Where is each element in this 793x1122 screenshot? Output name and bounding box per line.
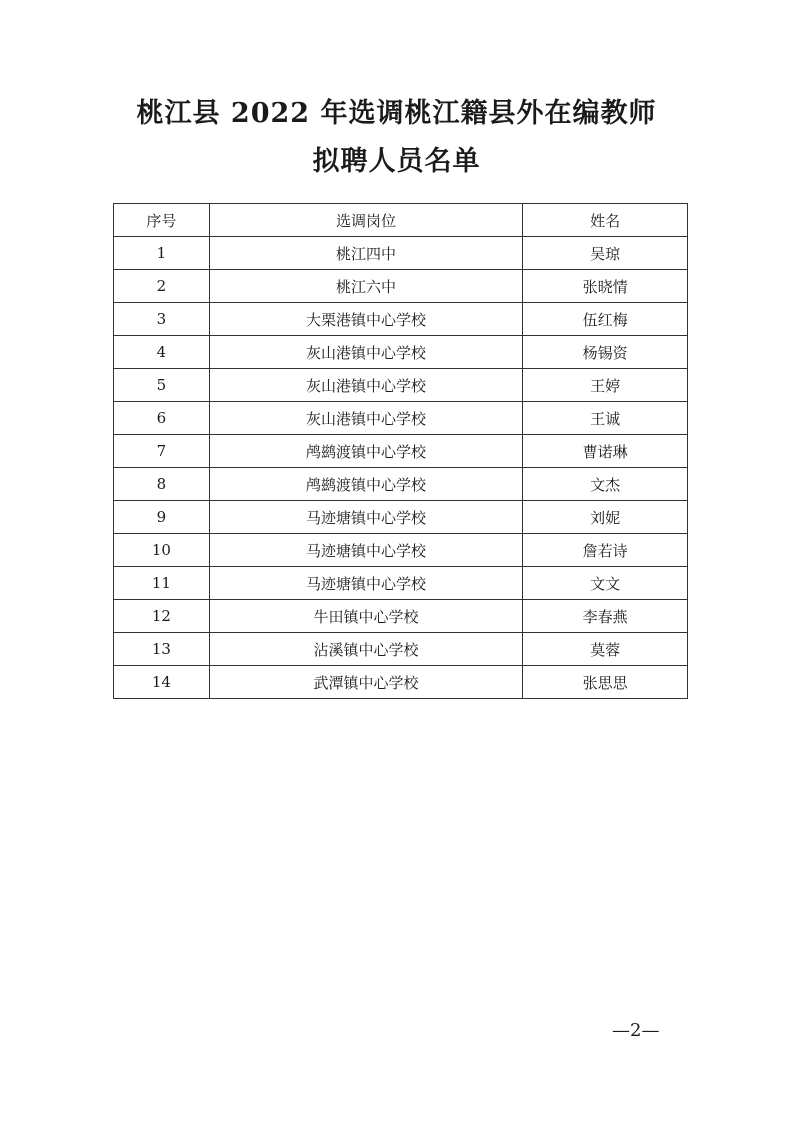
cell-index: 3 — [114, 303, 210, 336]
cell-position: 鸬鹚渡镇中心学校 — [209, 468, 522, 501]
table-row — [114, 303, 688, 336]
cell-index: 7 — [114, 435, 210, 468]
cell-position: 马迹塘镇中心学校 — [209, 501, 522, 534]
cell-name: 杨锡资 — [523, 336, 688, 369]
cell-index: 4 — [114, 336, 210, 369]
column-header-position: 选调岗位 — [209, 204, 522, 237]
cell-index: 10 — [114, 534, 210, 567]
document-title-line-2: 拟聘人员名单 — [312, 146, 481, 177]
cell-index: 11 — [114, 567, 210, 600]
table-row — [114, 369, 688, 402]
header-row — [114, 204, 688, 237]
table-body — [114, 237, 688, 699]
cell-index: 8 — [114, 468, 210, 501]
cell-name: 李春燕 — [523, 600, 688, 633]
cell-position: 灰山港镇中心学校 — [209, 336, 522, 369]
table-header — [114, 204, 688, 237]
cell-index: 12 — [114, 600, 210, 633]
cell-name: 文杰 — [523, 468, 688, 501]
cell-position: 牛田镇中心学校 — [209, 600, 522, 633]
cell-name: 曹诺琳 — [523, 435, 688, 468]
document-title-line-1: 桃江县 2022 年选调桃江籍县外在编教师 — [136, 98, 657, 129]
cell-name: 文文 — [523, 567, 688, 600]
roster-table — [113, 203, 688, 699]
cell-name: 詹若诗 — [523, 534, 688, 567]
cell-index: 6 — [114, 402, 210, 435]
cell-name: 伍红梅 — [523, 303, 688, 336]
cell-position: 沾溪镇中心学校 — [209, 633, 522, 666]
cell-position: 灰山港镇中心学校 — [209, 369, 522, 402]
cell-name: 刘妮 — [523, 501, 688, 534]
cell-name: 吴琼 — [523, 237, 688, 270]
cell-position: 武潭镇中心学校 — [209, 666, 522, 699]
cell-position: 鸬鹚渡镇中心学校 — [209, 435, 522, 468]
table-row — [114, 600, 688, 633]
table-row — [114, 633, 688, 666]
cell-name: 张思思 — [523, 666, 688, 699]
cell-index: 1 — [114, 237, 210, 270]
cell-index: 14 — [114, 666, 210, 699]
cell-position: 桃江四中 — [209, 237, 522, 270]
table-row — [114, 501, 688, 534]
cell-position: 桃江六中 — [209, 270, 522, 303]
page-number: —2— — [612, 1020, 660, 1041]
table-row — [114, 435, 688, 468]
table-row — [114, 666, 688, 699]
cell-name: 张晓情 — [523, 270, 688, 303]
cell-name: 王婷 — [523, 369, 688, 402]
table-row — [114, 336, 688, 369]
cell-position: 大栗港镇中心学校 — [209, 303, 522, 336]
table-row — [114, 402, 688, 435]
cell-position: 马迹塘镇中心学校 — [209, 567, 522, 600]
table-row — [114, 534, 688, 567]
table-row — [114, 567, 688, 600]
cell-name: 莫蓉 — [523, 633, 688, 666]
cell-name: 王诚 — [523, 402, 688, 435]
table-row — [114, 237, 688, 270]
cell-index: 2 — [114, 270, 210, 303]
table-row — [114, 468, 688, 501]
column-header-index: 序号 — [114, 204, 210, 237]
cell-index: 5 — [114, 369, 210, 402]
column-header-name: 姓名 — [523, 204, 688, 237]
cell-index: 9 — [114, 501, 210, 534]
cell-position: 灰山港镇中心学校 — [209, 402, 522, 435]
cell-index: 13 — [114, 633, 210, 666]
table-row — [114, 270, 688, 303]
cell-position: 马迹塘镇中心学校 — [209, 534, 522, 567]
